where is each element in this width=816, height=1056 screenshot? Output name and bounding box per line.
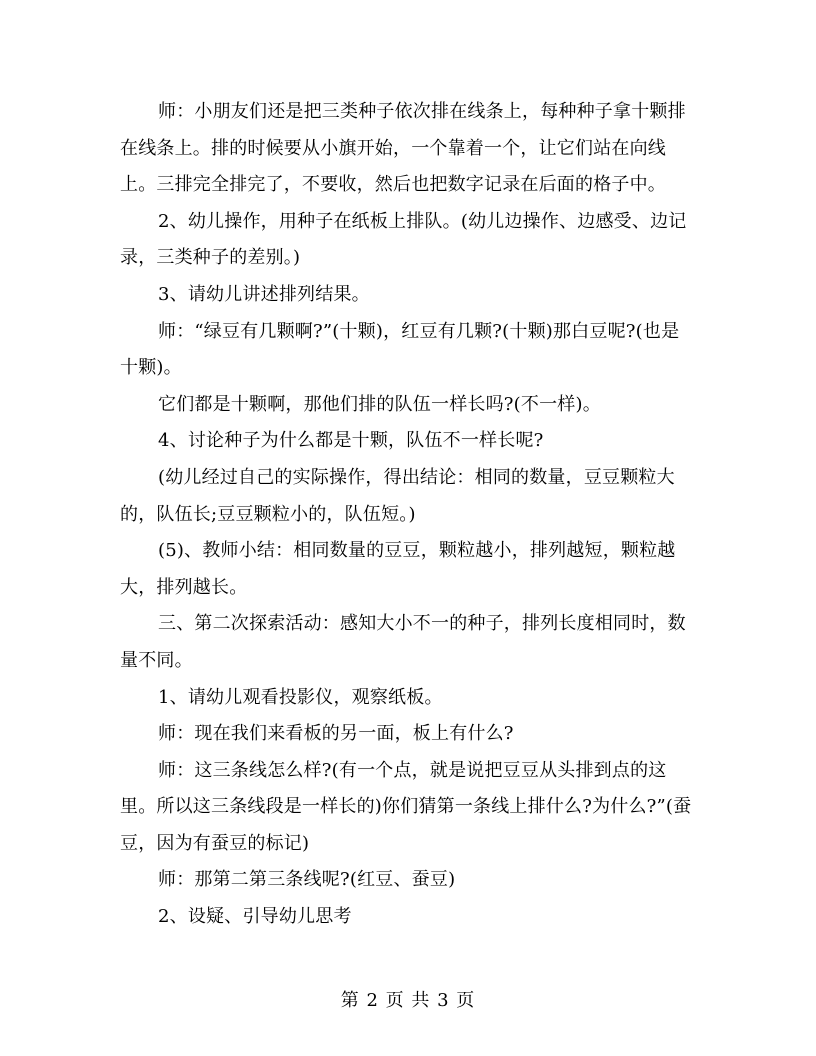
- paragraph-13: 师：那第二第三条线呢?(红豆、蚕豆): [158, 869, 456, 891]
- paragraph-9: 三、第二次探索活动：感知大小不一的种子，排列长度相同时，数量不同。: [120, 613, 686, 671]
- paragraph-12: 师：这三条线怎么样?(有一个点，就是说把豆豆从头排到点的这里。所以这三条线段是一样长的)你们猜第一条线上排什么?为什么?”(蚕豆，因为有蚕豆的标记): [120, 759, 692, 854]
- document-body: [120, 94, 696, 936]
- paragraph-6: 4、讨论种子为什么都是十颗，队伍不一样长呢?: [158, 430, 544, 452]
- paragraph-14: 2、设疑、引导幼儿思考: [158, 906, 352, 928]
- paragraph-5: 它们都是十颗啊，那他们排的队伍一样长吗?(不一样)。: [158, 393, 601, 415]
- paragraph-7: (幼儿经过自己的实际操作，得出结论：相同的数量，豆豆颗粒大的，队伍长;豆豆颗粒小的，队伍短。): [120, 466, 675, 525]
- paragraph-4: 师：“绿豆有几颗啊?”(十颗)，红豆有几颗?(十颗)那白豆呢?(也是十颗)。: [120, 320, 680, 379]
- paragraph-8: (5)、教师小结：相同数量的豆豆，颗粒越小，排列越短，颗粒越大，排列越长。: [120, 540, 676, 598]
- paragraph-2: 2、幼儿操作，用种子在纸板上排队。(幼儿边操作、边感受、边记录，三类种子的差别。): [120, 210, 687, 269]
- page-footer: 第 2 页 共 3 页: [340, 990, 476, 1011]
- paragraph-1: 师：小朋友们还是把三类种子依次排在线条上，每种种子拿十颗排在线条上。排的时候要从小旗开始，一个靠着一个，让它们站在向线上。三排完全排完了，不要收，然后也把数字记录在后面的格子中。: [120, 101, 686, 196]
- paragraph-10: 1、请幼儿观看投影仪，观察纸板。: [158, 686, 443, 708]
- paragraph-3: 3、请幼儿讲述排列结果。: [158, 283, 370, 305]
- paragraph-11: 师：现在我们来看板的另一面，板上有什么?: [158, 723, 514, 745]
